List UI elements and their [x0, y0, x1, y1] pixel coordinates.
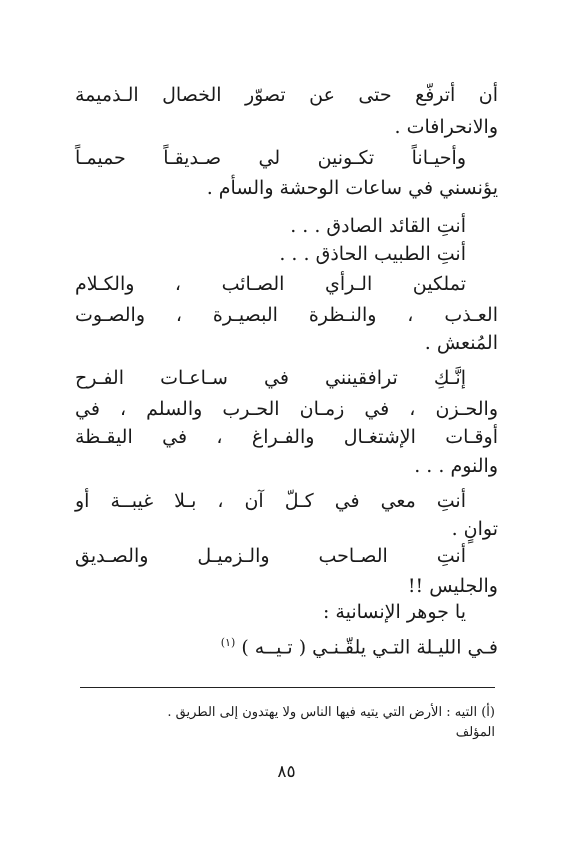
- text-line-15: توانٍ .: [451, 518, 498, 540]
- text-line-11: والحـزن ، في زمـان الحـرب والسلم ، في: [75, 398, 498, 420]
- text-line-19: [221, 629, 498, 661]
- text-line-7: تملكين الـرأي الصـائب ، والكـلام: [75, 273, 466, 295]
- text-line-19-content: فـي الليـلة التـي يلقّـنـي ( تـيــه ): [241, 636, 498, 659]
- text-line-3: وأحيـاناً تكـونين لي صـديقـاً حميمـاً: [75, 147, 466, 169]
- text-line-12: أوقـات الإشتغـال والفـراغ ، في اليقـظة: [75, 426, 498, 448]
- footnote-divider: [80, 687, 495, 688]
- text-line-16: أنتِ الصـاحب والـزميـل والصـديق: [75, 545, 466, 567]
- text-line-18: يا جوهر الإنسانية :: [322, 601, 466, 623]
- text-line-6: أنتِ الطبيب الحاذق . . .: [279, 243, 466, 265]
- text-line-8: العـذب ، والنـظرة البصيـرة ، والصـوت: [75, 304, 498, 326]
- text-line-14: أنتِ معي في كـلّ آن ، بـلا غيبــة أو: [75, 490, 466, 512]
- text-line-4: يؤنسني في ساعات الوحشة والسأم .: [206, 177, 498, 199]
- footnote-text: (أ) التيه : الأرض التي يتيه فيها الناس ولا يهتدون إلى الطريق .: [167, 705, 495, 720]
- text-line-13: والنوم . . .: [414, 455, 498, 477]
- text-line-9: المُنعش .: [424, 332, 498, 354]
- text-line-17: والجليس !!: [407, 575, 498, 597]
- text-line-10: إنَّـكِ ترافقينني في سـاعـات الفـرح: [75, 367, 466, 389]
- text-line-5: أنتِ القائد الصادق . . .: [290, 215, 466, 237]
- footnote-marker: (١): [220, 636, 236, 649]
- text-line-2: والانحرافات .: [394, 116, 498, 138]
- page-number: ٨٥: [277, 762, 296, 782]
- text-line-1: أن أترفّع حتى عن تصوّر الخصال الـذميمة: [75, 84, 498, 106]
- footnote-author: المؤلف: [455, 725, 495, 740]
